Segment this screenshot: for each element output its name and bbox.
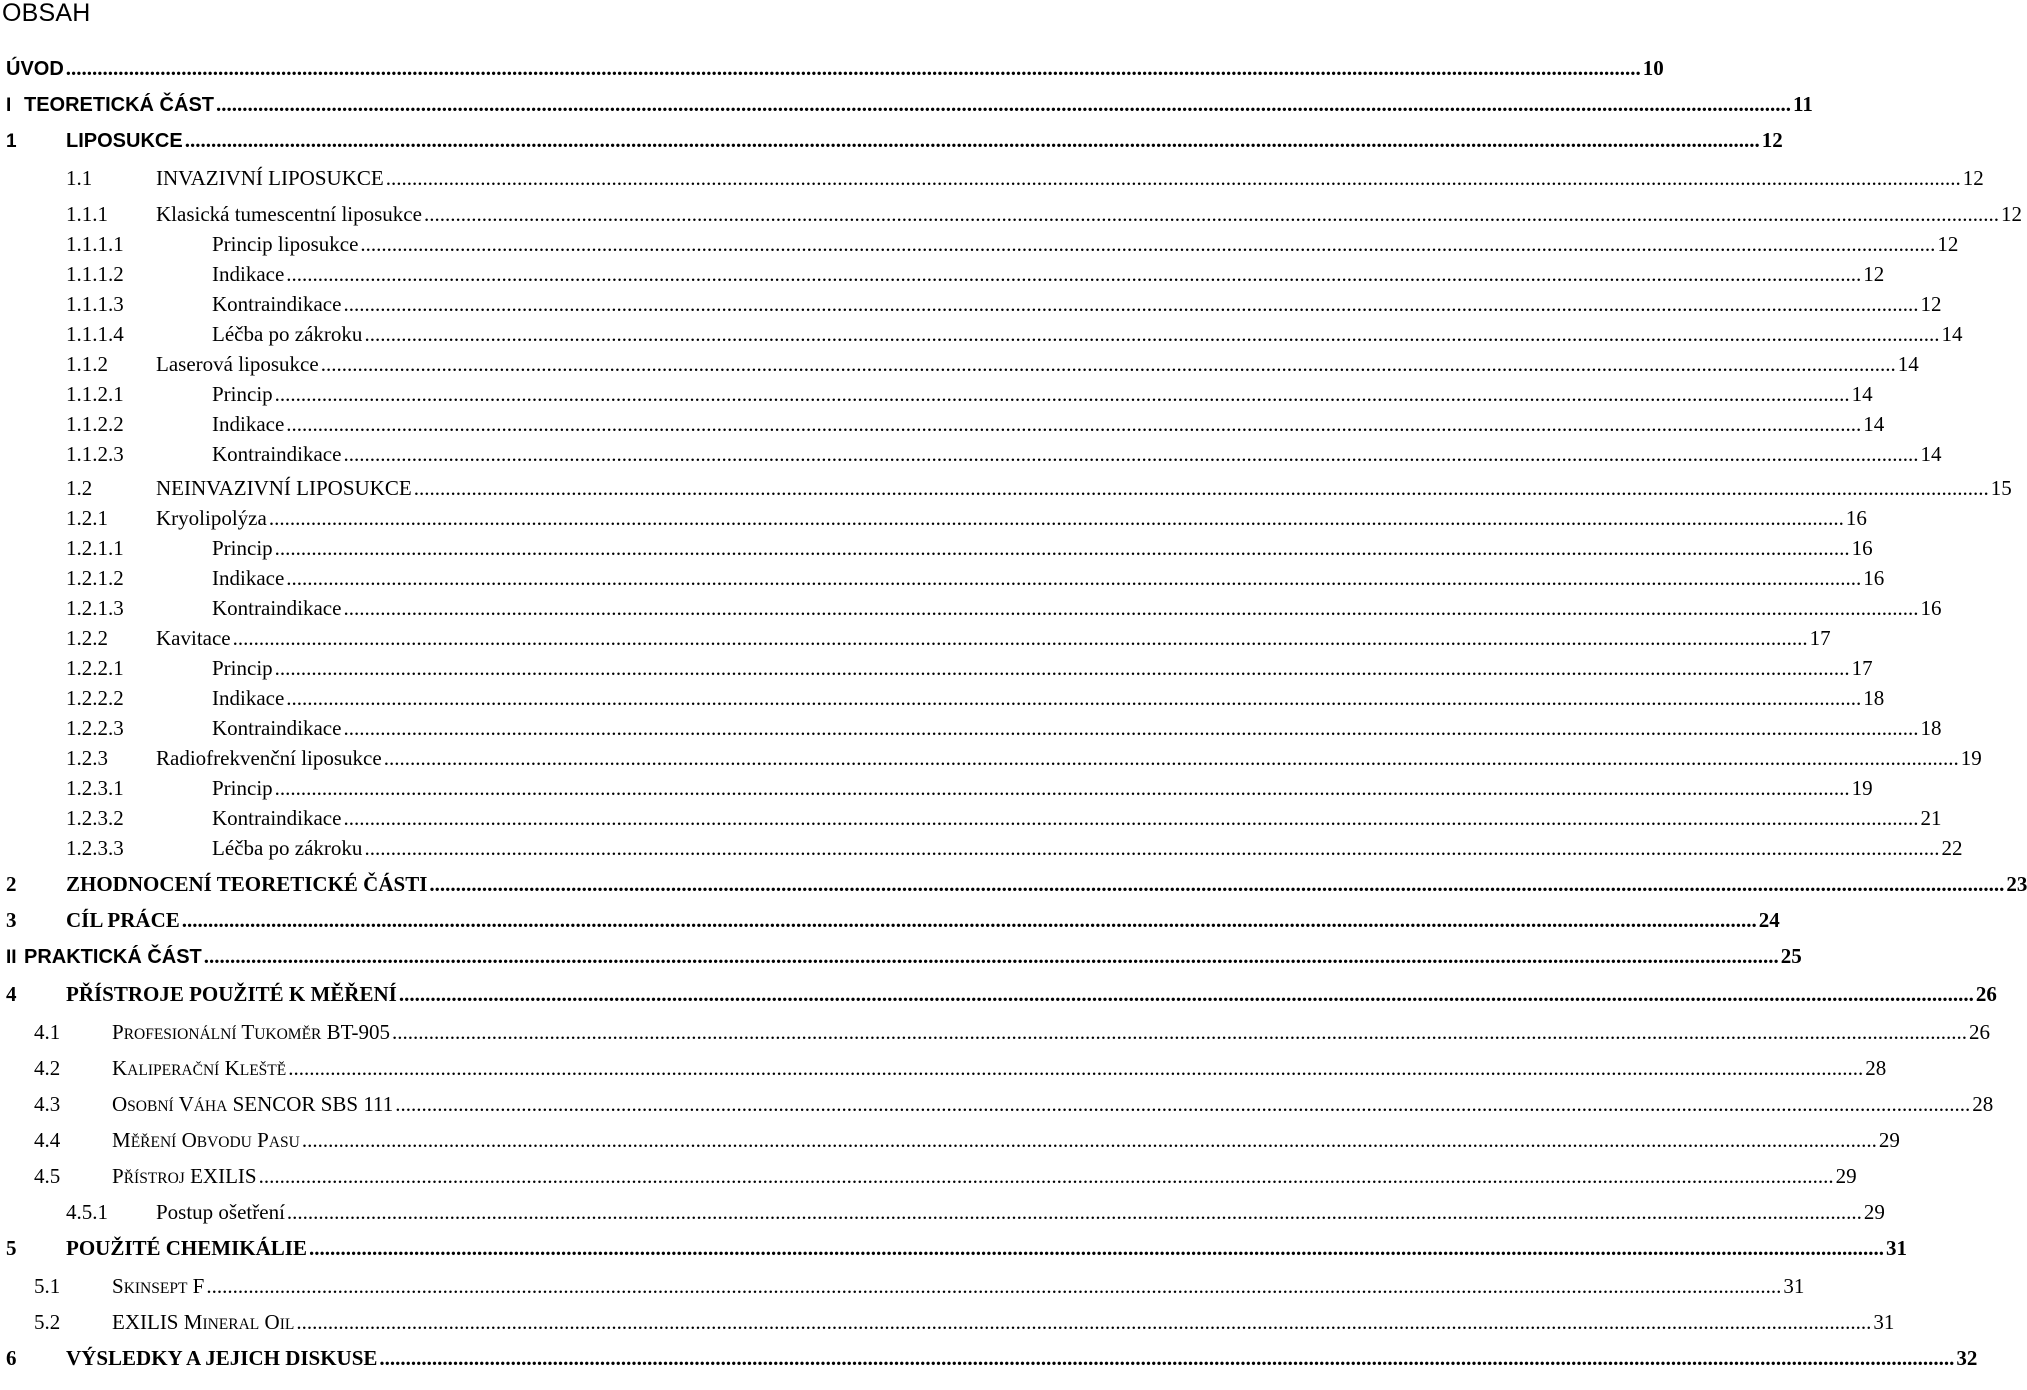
toc-dot-leader: ............................................................................................................................................................................................................................................................................................................ <box>301 1128 1877 1152</box>
toc-entry[interactable] <box>66 202 2022 226</box>
toc-dot-leader: ............................................................................................................................................................................................................................................................................................................ <box>364 836 1940 860</box>
toc-entry-title: Radiofrekvenční liposukce <box>156 746 382 770</box>
toc-entry-title: VÝSLEDKY A JEJICH DISKUSE <box>66 1346 378 1370</box>
toc-entry-page: 19 <box>1960 746 1982 770</box>
toc-entry-number: 1.2.1 <box>66 506 108 530</box>
toc-dot-leader: ............................................................................................................................................................................................................................................................................................................ <box>65 56 1641 80</box>
toc-entry-title: Klasická tumescentní liposukce <box>156 202 422 226</box>
toc-entry-page: 28 <box>1972 1092 1994 1116</box>
toc-entry-number: 1 <box>6 131 17 152</box>
toc-entry[interactable] <box>66 746 1982 770</box>
toc-entry-title: OSOBNÍ VÁHA SENCOR SBS 111 <box>112 1092 394 1116</box>
toc-entry-title: Indikace <box>212 412 285 436</box>
toc-dot-leader: ............................................................................................................................................................................................................................................................................................................ <box>181 908 1757 932</box>
toc-entry-page: 24 <box>1758 908 1780 932</box>
toc-entry[interactable] <box>66 476 2012 500</box>
toc-entry[interactable] <box>34 1274 1805 1298</box>
toc-entry-page: 12 <box>1937 232 1959 256</box>
toc-entry-page: 17 <box>1809 626 1831 650</box>
toc-entry[interactable] <box>66 166 1984 190</box>
toc-entry-page: 14 <box>1941 322 1963 346</box>
toc-entry-title: Léčba po zákroku <box>212 836 363 860</box>
toc-entry-page: 12 <box>1761 128 1783 152</box>
toc-entry-page: 18 <box>1920 716 1942 740</box>
toc-entry-title: Kryolipolýza <box>156 506 267 530</box>
toc-entry-page: 12 <box>2000 202 2022 226</box>
toc-dot-leader: ............................................................................................................................................................................................................................................................................................................ <box>392 1020 1968 1044</box>
toc-entry-title: Kontraindikace <box>212 442 342 466</box>
toc-entry-page: 23 <box>2006 872 2027 896</box>
toc-entry[interactable] <box>34 1128 1900 1152</box>
toc-entry-page: 10 <box>1642 56 1664 80</box>
toc-entry-page: 21 <box>1920 806 1942 830</box>
toc-entry-number: 4.2 <box>34 1056 61 1080</box>
toc-dot-leader: ............................................................................................................................................................................................................................................................................................................ <box>232 626 1808 650</box>
toc-entry-number: 1.1.2.1 <box>66 382 124 406</box>
toc-entry[interactable] <box>66 836 1963 860</box>
toc-dot-leader: ............................................................................................................................................................................................................................................................................................................ <box>308 1236 1884 1260</box>
toc-entry-title: EXILIS MINERAL OIL <box>112 1310 295 1334</box>
toc-entry[interactable] <box>66 806 1942 830</box>
toc-entry-title: LIPOSUKCE <box>66 130 183 152</box>
toc-dot-leader: ............................................................................................................................................................................................................................................................................................................ <box>286 262 1862 286</box>
toc-entry-title: NEINVAZIVNÍ LIPOSUKCE <box>156 476 412 500</box>
toc-entry[interactable] <box>6 128 1783 152</box>
toc-entry-number: 4.4 <box>34 1128 61 1152</box>
toc-entry[interactable] <box>6 92 1813 116</box>
toc-entry-number: 3 <box>6 908 17 932</box>
toc-entry-page: 11 <box>1793 92 1813 116</box>
toc-entry-number: 4 <box>6 982 17 1006</box>
toc-dot-leader: ............................................................................................................................................................................................................................................................................................................ <box>395 1092 1971 1116</box>
toc-entry-page: 22 <box>1941 836 1963 860</box>
toc-entry-title: PROFESIONÁLNÍ TUKOMĚR BT-905 <box>112 1020 391 1044</box>
toc-entry-title: SKINSEPT F <box>112 1274 205 1298</box>
toc-entry-title: Indikace <box>212 686 285 710</box>
toc-entry-page: 16 <box>1863 566 1885 590</box>
toc-dot-leader: ............................................................................................................................................................................................................................................................................................................ <box>268 506 1844 530</box>
toc-entry-page: 17 <box>1851 656 1873 680</box>
toc-entry-title: Léčba po zákroku <box>212 322 363 346</box>
toc-entry-title: Laserová liposukce <box>156 352 319 376</box>
toc-entry-number: 1.1.1.4 <box>66 322 124 346</box>
toc-entry-number: 5 <box>6 1236 17 1260</box>
toc-dot-leader: ............................................................................................................................................................................................................................................................................................................ <box>364 322 1940 346</box>
toc-entry[interactable] <box>66 626 1831 650</box>
toc-entry-number: 1.2.3.2 <box>66 806 124 830</box>
toc-entry-number: 1.1 <box>66 166 93 190</box>
toc-entry[interactable] <box>66 596 1942 620</box>
toc-entry-number: 4.5 <box>34 1164 61 1188</box>
toc-entry[interactable] <box>66 442 1942 466</box>
toc-dot-leader: ............................................................................................................................................................................................................................................................................................................ <box>274 536 1850 560</box>
page-title: OBSAH <box>2 0 91 27</box>
toc-entry-title: INVAZIVNÍ LIPOSUKCE <box>156 166 384 190</box>
toc-entry-page: 14 <box>1863 412 1885 436</box>
toc-entry-number: 5.1 <box>34 1274 61 1298</box>
toc-entry[interactable] <box>6 944 1802 968</box>
toc-entry-title: Indikace <box>212 566 285 590</box>
toc-dot-leader: ............................................................................................................................................................................................................................................................................................................ <box>286 1200 1862 1224</box>
toc-entry-number: 1.1.1 <box>66 202 108 226</box>
toc-entry[interactable] <box>6 872 2027 896</box>
toc-entry-title: TEORETICKÁ ČÁST <box>24 94 214 116</box>
toc-dot-leader: ............................................................................................................................................................................................................................................................................................................ <box>206 1274 1782 1298</box>
toc-dot-leader: ............................................................................................................................................................................................................................................................................................................ <box>343 442 1919 466</box>
toc-entry-number: 1.1.1.3 <box>66 292 124 316</box>
toc-entry[interactable] <box>66 322 1963 346</box>
toc-entry-page: 12 <box>1863 262 1885 286</box>
toc-entry[interactable] <box>66 566 1885 590</box>
toc-dot-leader: ............................................................................................................................................................................................................................................................................................................ <box>343 292 1919 316</box>
toc-entry-number: 1.2.2 <box>66 626 108 650</box>
toc-entry-title: Kontraindikace <box>212 716 342 740</box>
toc-dot-leader: ............................................................................................................................................................................................................................................................................................................ <box>360 232 1936 256</box>
toc-entry-number: 1.2.3 <box>66 746 108 770</box>
toc-entry[interactable] <box>66 716 1942 740</box>
toc-entry-title: PŘÍSTROJE POUŽITÉ K MĚŘENÍ <box>66 982 397 1006</box>
toc-dot-leader: ............................................................................................................................................................................................................................................................................................................ <box>343 716 1919 740</box>
toc-entry-title: Kavitace <box>156 626 231 650</box>
toc-entry-page: 28 <box>1865 1056 1887 1080</box>
toc-entry-page: 16 <box>1851 536 1873 560</box>
toc-entry-page: 18 <box>1863 686 1885 710</box>
toc-dot-leader: ............................................................................................................................................................................................................................................................................................................ <box>258 1164 1834 1188</box>
toc-entry-number: 1.1.1.1 <box>66 232 124 256</box>
toc-entry-page: 29 <box>1835 1164 1857 1188</box>
toc-entry-number: I <box>6 95 12 116</box>
toc-entry-title: Kontraindikace <box>212 292 342 316</box>
toc-entry[interactable] <box>34 1092 1994 1116</box>
toc-entry-page: 12 <box>1920 292 1942 316</box>
toc-entry-title: Princip <box>212 536 273 560</box>
toc-entry[interactable] <box>66 1200 1885 1224</box>
toc-entry-title: PRAKTICKÁ ČÁST <box>24 946 202 968</box>
toc-entry-page: 25 <box>1780 944 1802 968</box>
toc-entry[interactable] <box>34 1310 1895 1334</box>
toc-entry-page: 29 <box>1863 1200 1885 1224</box>
toc-entry[interactable] <box>66 232 1959 256</box>
toc-dot-leader: ............................................................................................................................................................................................................................................................................................................ <box>286 566 1862 590</box>
toc-entry-number: 1.2.2.1 <box>66 656 124 680</box>
toc-dot-leader: ............................................................................................................................................................................................................................................................................................................ <box>423 202 1999 226</box>
toc-entry-title: Postup ošetření <box>156 1200 285 1224</box>
toc-dot-leader: ............................................................................................................................................................................................................................................................................................................ <box>288 1056 1864 1080</box>
toc-entry[interactable] <box>6 1236 1907 1260</box>
toc-dot-leader: ............................................................................................................................................................................................................................................................................................................ <box>429 872 2005 896</box>
toc-dot-leader: ............................................................................................................................................................................................................................................................................................................ <box>286 686 1862 710</box>
toc-entry-number: 1.2 <box>66 476 93 500</box>
toc-entry-number: 1.2.2.3 <box>66 716 124 740</box>
toc-entry[interactable] <box>66 412 1885 436</box>
toc-entry-page: 19 <box>1851 776 1873 800</box>
toc-entry-number: 1.1.2 <box>66 352 108 376</box>
toc-entry[interactable] <box>66 686 1885 710</box>
toc-entry-number: 4.1 <box>34 1020 61 1044</box>
toc-entry-title: Princip liposukce <box>212 232 359 256</box>
toc-entry[interactable] <box>6 1346 1978 1370</box>
toc-dot-leader: ............................................................................................................................................................................................................................................................................................................ <box>320 352 1896 376</box>
toc-entry-page: 29 <box>1878 1128 1900 1152</box>
toc-entry[interactable] <box>6 982 1997 1006</box>
toc-dot-leader: ............................................................................................................................................................................................................................................................................................................ <box>385 166 1961 190</box>
toc-dot-leader: ............................................................................................................................................................................................................................................................................................................ <box>383 746 1959 770</box>
toc-entry-number: 1.1.2.3 <box>66 442 124 466</box>
toc-entry-title: Kontraindikace <box>212 806 342 830</box>
toc-entry-title: ZHODNOCENÍ TEORETICKÉ ČÁSTI <box>66 872 428 896</box>
toc-entry-number: 4.3 <box>34 1092 61 1116</box>
toc-entry-page: 15 <box>1990 476 2012 500</box>
toc-entry-number: II <box>6 947 17 968</box>
toc-entry[interactable] <box>66 536 1873 560</box>
toc-entry[interactable] <box>6 56 1664 80</box>
toc-dot-leader: ............................................................................................................................................................................................................................................................................................................ <box>296 1310 1872 1334</box>
toc-entry-title: PŘÍSTROJ EXILIS <box>112 1164 257 1188</box>
toc-entry-page: 16 <box>1845 506 1867 530</box>
toc-dot-leader: ............................................................................................................................................................................................................................................................................................................ <box>413 476 1989 500</box>
toc-entry-number: 1.2.1.1 <box>66 536 124 560</box>
toc-entry-page: 14 <box>1920 442 1942 466</box>
toc-dot-leader: ............................................................................................................................................................................................................................................................................................................ <box>184 128 1760 152</box>
toc-dot-leader: ............................................................................................................................................................................................................................................................................................................ <box>274 776 1850 800</box>
toc-entry-page: 26 <box>1969 1020 1991 1044</box>
toc-entry-page: 12 <box>1962 166 1984 190</box>
toc-entry[interactable] <box>34 1164 1857 1188</box>
toc-dot-leader: ............................................................................................................................................................................................................................................................................................................ <box>379 1346 1955 1370</box>
toc-dot-leader: ............................................................................................................................................................................................................................................................................................................ <box>398 982 1974 1006</box>
toc-entry[interactable] <box>66 382 1873 406</box>
toc-entry-title: ÚVOD <box>6 58 64 80</box>
toc-entry[interactable] <box>66 656 1873 680</box>
toc-entry-number: 1.2.3.1 <box>66 776 124 800</box>
toc-entry-title: Indikace <box>212 262 285 286</box>
toc-entry-page: 31 <box>1783 1274 1805 1298</box>
toc-entry-page: 26 <box>1975 982 1997 1006</box>
toc-entry-number: 1.2.2.2 <box>66 686 124 710</box>
toc-dot-leader: ............................................................................................................................................................................................................................................................................................................ <box>343 806 1919 830</box>
toc-dot-leader: ............................................................................................................................................................................................................................................................................................................ <box>216 92 1791 116</box>
toc-entry[interactable] <box>66 292 1942 316</box>
toc-entry-page: 14 <box>1897 352 1919 376</box>
toc-entry-number: 1.1.1.2 <box>66 262 124 286</box>
toc-entry-title: KALIPERAČNÍ KLEŠTĚ <box>112 1056 287 1080</box>
toc-dot-leader: ............................................................................................................................................................................................................................................................................................................ <box>274 382 1850 406</box>
toc-entry-number: 1.2.1.3 <box>66 596 124 620</box>
toc-entry-page: 16 <box>1920 596 1942 620</box>
toc-entry[interactable] <box>6 908 1780 932</box>
toc-entry-title: MĚŘENÍ OBVODU PASU <box>112 1128 300 1152</box>
toc-dot-leader: ............................................................................................................................................................................................................................................................................................................ <box>274 656 1850 680</box>
toc-entry-title: Princip <box>212 656 273 680</box>
toc-entry-number: 1.2.3.3 <box>66 836 124 860</box>
toc-entry-number: 4.5.1 <box>66 1200 108 1224</box>
toc-entry-number: 5.2 <box>34 1310 61 1334</box>
toc-entry-number: 1.1.2.2 <box>66 412 124 436</box>
toc-dot-leader: ............................................................................................................................................................................................................................................................................................................ <box>343 596 1919 620</box>
toc-entry[interactable] <box>66 776 1873 800</box>
toc-entry-title: Princip <box>212 776 273 800</box>
toc-dot-leader: ............................................................................................................................................................................................................................................................................................................ <box>286 412 1862 436</box>
toc-entry-title: Princip <box>212 382 273 406</box>
toc-dot-leader: ............................................................................................................................................................................................................................................................................................................ <box>203 944 1779 968</box>
toc-entry-page: 31 <box>1873 1310 1895 1334</box>
toc-entry[interactable] <box>66 262 1885 286</box>
toc-entry-title: POUŽITÉ CHEMIKÁLIE <box>66 1236 307 1260</box>
toc-entry[interactable] <box>66 506 1867 530</box>
toc-entry-number: 6 <box>6 1346 17 1370</box>
toc-entry-title: Kontraindikace <box>212 596 342 620</box>
toc-entry[interactable] <box>66 352 1919 376</box>
toc-entry[interactable] <box>34 1056 1887 1080</box>
toc-entry[interactable] <box>34 1020 1991 1044</box>
toc-entry-page: 32 <box>1956 1346 1978 1370</box>
toc-entry-number: 2 <box>6 872 17 896</box>
toc-entry-page: 31 <box>1885 1236 1907 1260</box>
toc-entry-number: 1.2.1.2 <box>66 566 124 590</box>
toc-entry-title: CÍL PRÁCE <box>66 908 180 932</box>
toc-entry-page: 14 <box>1851 382 1873 406</box>
